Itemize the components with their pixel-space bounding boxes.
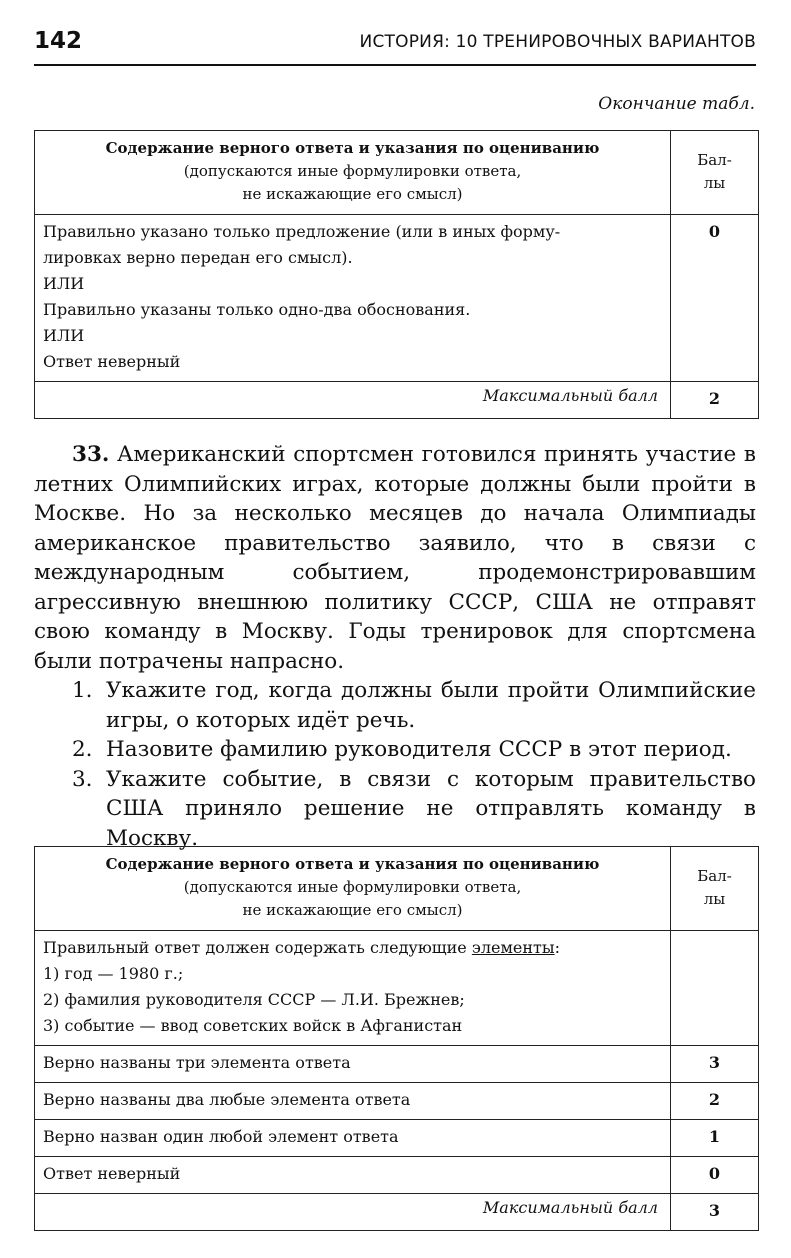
running-title: ИСТОРИЯ: 10 ТРЕНИРОВОЧНЫХ ВАРИАНТОВ <box>359 32 756 52</box>
max-score-row <box>35 382 759 419</box>
points-cell: 0 <box>671 1157 759 1194</box>
table-row <box>35 1157 759 1194</box>
task-item: 2. Назовите фамилию руководителя СССР в этот период. <box>72 737 732 762</box>
max-score-value: 2 <box>671 382 759 419</box>
criteria-cell: Верно назван один любой элемент ответа <box>35 1120 671 1157</box>
table-continuation-caption: Окончание табл. <box>598 94 755 114</box>
table-header-row <box>35 847 759 931</box>
criteria-cell: Правильно указано только предложение (или в иных форму- лировках верно передан его смысл). ИЛИ Правильно указаны только одно-два обоснования. ИЛИ Ответ неверный <box>35 215 671 382</box>
task-list <box>34 676 756 853</box>
header-criteria: Содержание верного ответа и указания по оцениванию (допускаются иные формулировки ответа, не искажающие его смысл) <box>35 847 671 931</box>
page-number: 142 <box>34 28 83 54</box>
header-criteria: Содержание верного ответа и указания по оцениванию (допускаются иные формулировки ответа, не искажающие его смысл) <box>35 131 671 215</box>
max-score-label: Максимальный балл <box>35 1194 671 1231</box>
question-number: 33. <box>72 442 110 467</box>
header-points: Бал- лы <box>671 847 759 931</box>
criteria-cell: Верно названы два любые элемента ответа <box>35 1083 671 1120</box>
header-rule <box>34 64 756 66</box>
answer-elements-row <box>35 931 759 1046</box>
criteria-cell: Верно названы три элемента ответа <box>35 1046 671 1083</box>
question-33 <box>34 440 756 853</box>
table-row <box>35 1083 759 1120</box>
table-row <box>35 1046 759 1083</box>
table-row <box>35 1120 759 1157</box>
header-points: Бал- лы <box>671 131 759 215</box>
criteria-cell: Ответ неверный <box>35 1157 671 1194</box>
points-cell-empty <box>671 931 759 1046</box>
points-cell: 3 <box>671 1046 759 1083</box>
points-cell: 1 <box>671 1120 759 1157</box>
task-item: 3. Укажите событие, в связи с которым правительство США приняло решение не отправлять команду в Москву. <box>72 766 756 851</box>
question-text: 33. Американский спортсмен готовился принять участие в летних Олимпийских играх, которые должны были пройти в Москве. Но за несколько месяцев до начала Олимпиады американское правительство заявило, что в связи с международным событием, продемонстрировавшим агрессивную внешнюю политику СССР, США не отправят свою команду в Москву. Годы тренировок для спортсмена были потрачены напрасно. <box>34 442 756 674</box>
max-score-value: 3 <box>671 1194 759 1231</box>
table-row <box>35 215 759 382</box>
points-cell: 0 <box>671 215 759 382</box>
points-cell: 2 <box>671 1083 759 1120</box>
max-score-label: Максимальный балл <box>35 382 671 419</box>
grading-table-continued <box>34 130 759 419</box>
grading-table-33 <box>34 846 759 1231</box>
max-score-row <box>35 1194 759 1231</box>
page-header <box>34 24 756 68</box>
table-header-row <box>35 131 759 215</box>
answer-elements-cell: Правильный ответ должен содержать следующие элементы: 1) год — 1980 г.; 2) фамилия руководителя СССР — Л.И. Брежнев; 3) событие — ввод советских войск в Афганистан <box>35 931 671 1046</box>
task-item: 1. Укажите год, когда должны были пройти Олимпийские игры, о которых идёт речь. <box>72 678 756 733</box>
